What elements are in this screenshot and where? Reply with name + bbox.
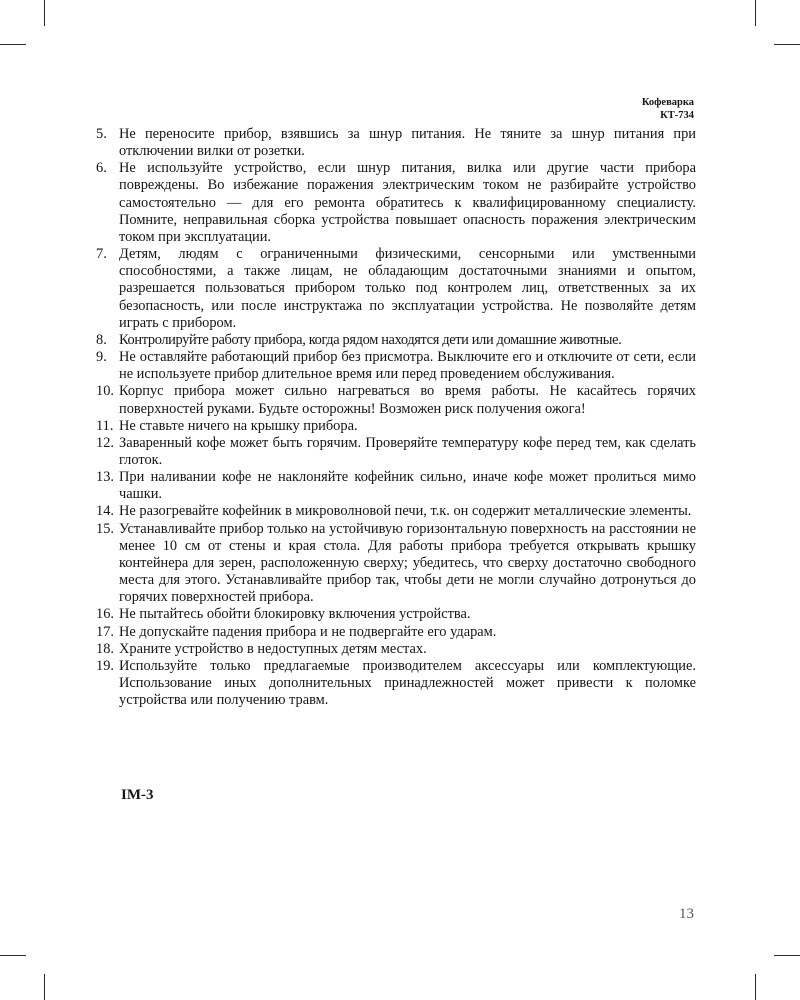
item-number: 9. [96,349,107,366]
item-number: 6. [96,160,107,177]
item-number: 10. [96,383,114,400]
item-text: Не ставьте ничего на крышку прибора. [119,417,358,434]
list-item [96,469,696,503]
crop-mark [0,44,26,45]
item-number: 16. [96,606,114,623]
item-number: 12. [96,434,114,451]
list-item [96,606,696,623]
item-text: Не используйте устройство, если шнур питания, вилка или другие части прибора повреждены. Во избежание поражения электрическим током не разбирайте устройство самостоятельно — для его ремонта обратитесь к квалифицированному специалисту. Помните, неправильная сборка устройства повышает опасность поражения электрическим током при эксплуатации. [119,160,696,245]
item-text: Не оставляйте работающий прибор без присмотра. Выключите его и отключите от сети, если не используете прибор длительное время или перед проведением обслуживания. [119,349,696,383]
list-item [96,503,696,520]
list-item [96,332,696,349]
manual-code: IM-3 [121,787,154,803]
product-title: Кофеварка [641,97,694,108]
item-text: При наливании кофе не наклоняйте кофейник сильно, иначе кофе может пролиться мимо чашки. [119,469,696,503]
list-item [96,349,696,383]
item-text: Заваренный кофе может быть горячим. Проверяйте температуру кофе перед тем, как сделать глоток. [119,434,696,468]
crop-mark [44,0,45,26]
crop-mark [755,0,756,26]
product-model: КТ-734 [660,110,694,121]
item-text: Не переносите прибор, взявшись за шнур питания. Не тяните за шнур питания при отключении вилки от розетки. [119,126,696,160]
item-text: Устанавливайте прибор только на устойчивую горизонтальную поверхность на расстоянии не менее 10 см от стены и края стола. Для работы прибора требуется открывать крышку контейнера для зерен, расположенную сверху; убедитесь, что сверху достаточно свободного места для этого. Устанавливайте прибор так, чтобы дети не могли случайно дотронуться до горячих поверхностей прибора. [119,520,696,606]
list-item [96,641,696,658]
crop-mark [774,44,800,45]
safety-instructions-list [96,126,696,709]
list-item [96,246,696,332]
item-number: 14. [96,503,114,520]
list-item [96,418,696,435]
item-text: Корпус прибора может сильно нагреваться во время работы. Не касайтесь горячих поверхностей руками. Будьте осторожны! Возможен риск получения ожога! [119,383,696,417]
list-item [96,383,696,417]
item-number: 18. [96,640,114,657]
item-text: Контролируйте работу прибора, когда рядом находятся дети или домашние животные. [119,331,622,348]
list-item [96,521,696,607]
page-number: 13 [679,906,694,922]
crop-mark [755,974,756,1000]
item-text: Используйте только предлагаемые производителем аксессуары или комплектующие. Использование иных дополнительных принадлежностей может привести к поломке устройства или получению травм. [119,657,696,709]
list-item [96,658,696,709]
crop-mark [0,955,26,956]
item-number: 19. [96,657,114,674]
list-item [96,624,696,641]
list-item [96,435,696,469]
item-text: Храните устройство в недоступных детям местах. [119,640,427,657]
crop-mark [44,974,45,1000]
page-header [642,96,694,122]
item-text: Не допускайте падения прибора и не подвергайте его ударам. [119,623,497,640]
list-item [96,160,696,246]
item-text: Детям, людям с ограниченными физическими, сенсорными или умственными способностями, а также лицам, не обладающим достаточными знаниями и опытом, разрешается пользоваться прибором только под контролем лиц, ответственных за их безопасность, или после инструктажа по эксплуатации устройства. Не позволяйте детям играть с прибором. [119,246,696,331]
item-number: 8. [96,331,107,348]
item-number: 5. [96,126,107,142]
item-number: 7. [96,246,107,263]
crop-mark [774,955,800,956]
item-text: Не пытайтесь обойти блокировку включения устройства. [119,606,471,623]
list-item [96,126,696,160]
item-number: 13. [96,469,114,486]
item-text: Не разогревайте кофейник в микроволновой печи, т.к. он содержит металлические элементы. [119,503,692,520]
item-number: 11. [96,417,114,434]
item-number: 17. [96,623,114,640]
item-number: 15. [96,520,114,537]
